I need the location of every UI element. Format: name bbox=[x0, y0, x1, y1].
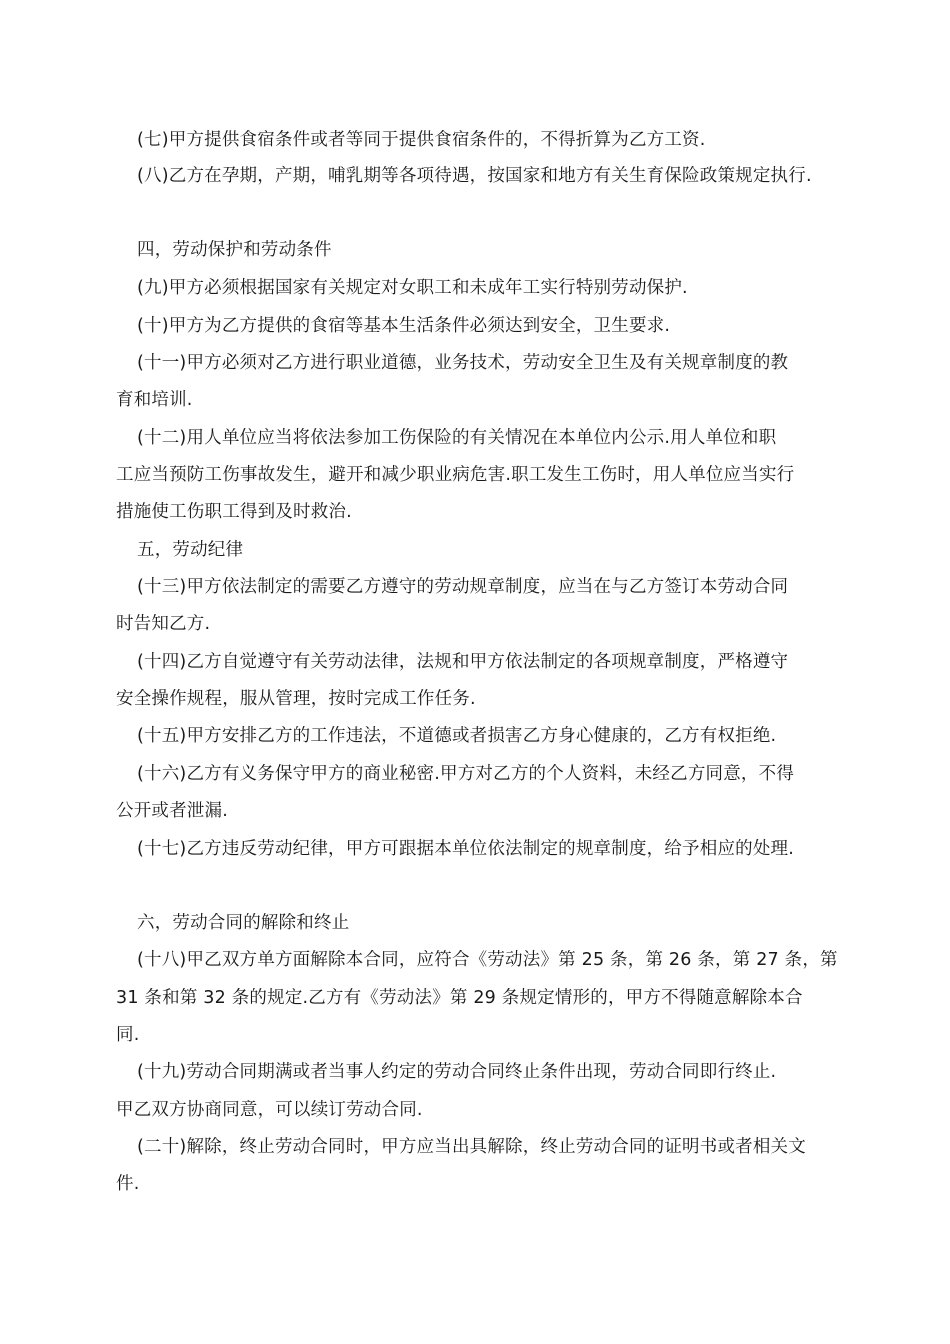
clause-13-continued: 时告知乙方. bbox=[116, 614, 211, 634]
clause-12-continued-1: 工应当预防工伤事故发生，避开和减少职业病危害.职工发生工伤时，用人单位应当实行 bbox=[116, 465, 795, 485]
clause-12: (十二)用人单位应当将依法参加工伤保险的有关情况在本单位内公示.用人单位和职 bbox=[137, 428, 777, 448]
section-heading-5: 五，劳动纪律 bbox=[137, 540, 244, 560]
clause-16: (十六)乙方有义务保守甲方的商业秘密.甲方对乙方的个人资料，未经乙方同意，不得 bbox=[137, 764, 795, 784]
clause-8: (八)乙方在孕期，产期，哺乳期等各项待遇，按国家和地方有关生育保险政策规定执行. bbox=[137, 166, 812, 186]
clause-19-continued: 甲乙双方协商同意，可以续订劳动合同. bbox=[116, 1100, 423, 1120]
clause-20: (二十)解除，终止劳动合同时，甲方应当出具解除，终止劳动合同的证明书或者相关文 bbox=[137, 1137, 806, 1157]
clause-18-continued-2: 同. bbox=[116, 1025, 140, 1045]
clause-9: (九)甲方必须根据国家有关规定对女职工和未成年工实行特别劳动保护. bbox=[137, 278, 688, 298]
clause-7: (七)甲方提供食宿条件或者等同于提供食宿条件的，不得折算为乙方工资. bbox=[137, 130, 706, 150]
clause-16-continued: 公开或者泄漏. bbox=[116, 801, 228, 821]
clause-18-continued-1: 31 条和第 32 条的规定.乙方有《劳动法》第 29 条规定情形的，甲方不得随意解除本合 bbox=[116, 988, 803, 1008]
section-heading-6: 六，劳动合同的解除和终止 bbox=[137, 913, 350, 933]
clause-13: (十三)甲方依法制定的需要乙方遵守的劳动规章制度，应当在与乙方签订本劳动合同 bbox=[137, 577, 789, 597]
section-heading-4: 四，劳动保护和劳动条件 bbox=[137, 240, 332, 260]
clause-14: (十四)乙方自觉遵守有关劳动法律，法规和甲方依法制定的各项规章制度，严格遵守 bbox=[137, 652, 789, 672]
clause-19: (十九)劳动合同期满或者当事人约定的劳动合同终止条件出现，劳动合同即行终止. bbox=[137, 1062, 777, 1082]
clause-11: (十一)甲方必须对乙方进行职业道德，业务技术，劳动安全卫生及有关规章制度的教 bbox=[137, 353, 789, 373]
clause-12-continued-2: 措施使工伤职工得到及时救治. bbox=[116, 502, 352, 522]
clause-15: (十五)甲方安排乙方的工作违法，不道德或者损害乙方身心健康的，乙方有权拒绝. bbox=[137, 726, 777, 746]
clause-20-continued: 件. bbox=[116, 1174, 140, 1194]
clause-10: (十)甲方为乙方提供的食宿等基本生活条件必须达到安全，卫生要求. bbox=[137, 316, 671, 336]
clause-18: (十八)甲乙双方单方面解除本合同，应符合《劳动法》第 25 条，第 26 条，第 27 条，第 bbox=[137, 950, 838, 970]
clause-11-continued: 育和培训. bbox=[116, 390, 193, 410]
clause-17: (十七)乙方违反劳动纪律，甲方可跟据本单位依法制定的规章制度，给予相应的处理. bbox=[137, 839, 795, 859]
clause-14-continued: 安全操作规程，服从管理，按时完成工作任务. bbox=[116, 689, 476, 709]
